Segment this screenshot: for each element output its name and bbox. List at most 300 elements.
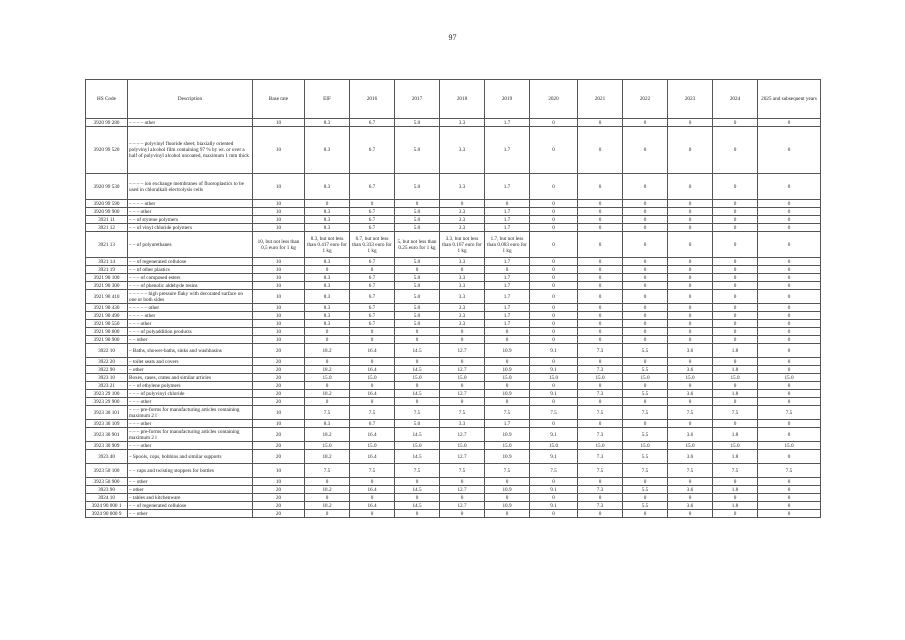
rate-cell: 7.5	[668, 464, 713, 478]
rate-cell: 5.0	[395, 282, 440, 290]
rate-cell: 0	[623, 232, 668, 258]
rate-cell: 0	[623, 478, 668, 486]
rate-cell: 5.0	[395, 320, 440, 328]
rate-cell: 0	[578, 274, 623, 282]
rate-cell: 0	[713, 216, 758, 224]
rate-cell: 7.3	[578, 366, 623, 374]
rate-cell: 0	[758, 478, 821, 486]
rate-cell: 5.5	[623, 390, 668, 398]
rate-cell: 18.2	[305, 428, 350, 442]
hs-code-cell: 3923 21	[86, 382, 128, 390]
rate-cell: 0	[758, 344, 821, 358]
rate-cell: 0	[758, 312, 821, 320]
hs-code-cell: 3920 99 520	[86, 127, 128, 174]
rate-cell: 20	[253, 344, 305, 358]
table-body	[86, 119, 821, 518]
rate-cell: 0	[440, 336, 485, 344]
rate-cell: 15.0	[713, 374, 758, 382]
hs-code-cell: 3923 30 909	[86, 442, 128, 450]
rate-cell: 7.3	[578, 344, 623, 358]
rate-cell: 12.7	[440, 502, 485, 510]
rate-cell: 0	[578, 312, 623, 320]
rate-cell: 12.7	[440, 344, 485, 358]
rate-cell: 0	[713, 200, 758, 208]
rate-cell: 0	[668, 127, 713, 174]
rate-cell: 10	[253, 304, 305, 312]
rate-cell: 3.3	[440, 224, 485, 232]
rate-cell: 0	[395, 510, 440, 518]
table-row	[86, 304, 821, 312]
rate-cell: 12.7	[440, 366, 485, 374]
rate-cell: 0	[578, 478, 623, 486]
rate-cell: 0	[713, 328, 758, 336]
rate-cell: 0	[530, 312, 578, 320]
rate-cell: 0	[758, 450, 821, 464]
rate-cell: 0	[713, 478, 758, 486]
description-cell: – – – pre-forms for manufacturing articles containing maximum 2 l	[128, 428, 253, 442]
table-row	[86, 266, 821, 274]
hs-code-cell: 3921 90 410	[86, 290, 128, 304]
rate-cell: 0	[350, 478, 395, 486]
rate-cell: 20	[253, 428, 305, 442]
rate-cell: 0	[623, 336, 668, 344]
rate-cell: 20	[253, 358, 305, 366]
rate-cell: 0	[713, 274, 758, 282]
hs-code-cell: 3923 50 900	[86, 478, 128, 486]
rate-cell: 8.3	[305, 119, 350, 127]
rate-cell: 0	[350, 358, 395, 366]
rate-cell: 3.3	[440, 290, 485, 304]
rate-cell: 0	[530, 174, 578, 200]
rate-cell: 14.5	[395, 366, 440, 374]
header-2017: 2017	[395, 80, 440, 119]
rate-cell: 1.7	[485, 320, 530, 328]
table-row	[86, 494, 821, 502]
rate-cell: 7.5	[530, 406, 578, 420]
rate-cell: 20	[253, 450, 305, 464]
table-row	[86, 502, 821, 510]
rate-cell: 0	[485, 358, 530, 366]
rate-cell: 18.2	[305, 390, 350, 398]
header-2019: 2019	[485, 80, 530, 119]
rate-cell: 0	[485, 328, 530, 336]
rate-cell: 20	[253, 366, 305, 374]
rate-cell: 15.0	[668, 442, 713, 450]
rate-cell: 10.9	[485, 344, 530, 358]
rate-cell: 0	[578, 320, 623, 328]
rate-cell: 0	[305, 382, 350, 390]
rate-cell: 10.9	[485, 450, 530, 464]
rate-cell: 8.3	[305, 320, 350, 328]
hs-code-cell: 3921 19	[86, 266, 128, 274]
rate-cell: 0	[440, 266, 485, 274]
description-cell: – other	[128, 486, 253, 494]
rate-cell: 0	[485, 200, 530, 208]
hs-code-cell: 3923 40	[86, 450, 128, 464]
rate-cell: 0	[758, 382, 821, 390]
rate-cell: 0	[668, 200, 713, 208]
rate-cell: 0	[623, 510, 668, 518]
rate-cell: 5.5	[623, 486, 668, 494]
rate-cell: 0	[623, 304, 668, 312]
header-2018: 2018	[440, 80, 485, 119]
rate-cell: 1.8	[713, 450, 758, 464]
description-cell: – – of regenerated cellulose	[128, 502, 253, 510]
rate-cell: 0	[668, 510, 713, 518]
table-row	[86, 428, 821, 442]
rate-cell: 0	[530, 398, 578, 406]
rate-cell: 3.3	[440, 312, 485, 320]
rate-cell: 0	[758, 304, 821, 312]
rate-cell: 20	[253, 510, 305, 518]
header-hs-code: HS Code	[86, 80, 128, 119]
rate-cell: 20	[253, 374, 305, 382]
rate-cell: 0	[668, 174, 713, 200]
rate-cell: 0	[350, 200, 395, 208]
rate-cell: 10	[253, 119, 305, 127]
rate-cell: 0	[713, 398, 758, 406]
rate-cell: 10	[253, 274, 305, 282]
rate-cell: 0	[305, 200, 350, 208]
rate-cell: 0	[578, 119, 623, 127]
hs-code-cell: 3921 90 300	[86, 282, 128, 290]
rate-cell: 0	[758, 398, 821, 406]
table-row	[86, 464, 821, 478]
rate-cell: 0	[530, 127, 578, 174]
rate-cell: 1.7	[485, 282, 530, 290]
hs-code-cell: 3924 90 000 9	[86, 510, 128, 518]
rate-cell: 3.3	[440, 420, 485, 428]
rate-cell: 0	[758, 420, 821, 428]
rate-cell: 0	[758, 282, 821, 290]
rate-cell: 18.2	[305, 502, 350, 510]
rate-cell: 8.3	[305, 304, 350, 312]
table-row	[86, 328, 821, 336]
rate-cell: 15.0	[305, 374, 350, 382]
table-row	[86, 216, 821, 224]
rate-cell: 0	[713, 258, 758, 266]
rate-cell: 0	[623, 224, 668, 232]
rate-cell: 15.0	[623, 442, 668, 450]
rate-cell: 0	[668, 382, 713, 390]
description-cell: – – other	[128, 478, 253, 486]
rate-cell: 0	[578, 304, 623, 312]
rate-cell: 1.7	[485, 216, 530, 224]
rate-cell: 1.7	[485, 127, 530, 174]
rate-cell: 18.2	[305, 366, 350, 374]
rate-cell: 5.0	[395, 174, 440, 200]
rate-cell: 0	[713, 420, 758, 428]
rate-cell: 1.7	[485, 208, 530, 216]
rate-cell: 0	[485, 336, 530, 344]
rate-cell: 0	[713, 174, 758, 200]
rate-cell: 3.3	[440, 208, 485, 216]
table-row	[86, 224, 821, 232]
header-2025-and-subsequent: 2025 and subsequent years	[758, 80, 821, 119]
rate-cell: 0	[758, 224, 821, 232]
rate-cell: 0	[305, 336, 350, 344]
header-2024: 2024	[713, 80, 758, 119]
rate-cell: 7.5	[713, 464, 758, 478]
rate-cell: 20	[253, 442, 305, 450]
rate-cell: 7.5	[485, 464, 530, 478]
rate-cell: 7.5	[758, 406, 821, 420]
rate-cell: 0	[530, 258, 578, 266]
rate-cell: 7.5	[350, 406, 395, 420]
rate-cell: 0	[578, 232, 623, 258]
table-row	[86, 450, 821, 464]
rate-cell: 0	[668, 398, 713, 406]
table-row	[86, 420, 821, 428]
rate-cell: 9.1	[530, 450, 578, 464]
rate-cell: 18.2	[305, 344, 350, 358]
header-base-rate: Base rate	[253, 80, 305, 119]
rate-cell: 9.1	[530, 366, 578, 374]
rate-cell: 5.5	[623, 502, 668, 510]
rate-cell: 0	[713, 282, 758, 290]
rate-cell: 6.7	[350, 304, 395, 312]
page-number: 97	[448, 33, 457, 42]
rate-cell: 0	[713, 312, 758, 320]
rate-cell: 7.5	[578, 464, 623, 478]
rate-cell: 0	[758, 486, 821, 494]
rate-cell: 8.3	[305, 127, 350, 174]
rate-cell: 15.0	[485, 374, 530, 382]
rate-cell: 10	[253, 420, 305, 428]
rate-cell: 5.5	[623, 344, 668, 358]
table-row	[86, 174, 821, 200]
rate-cell: 0	[758, 127, 821, 174]
rate-cell: 0	[623, 127, 668, 174]
rate-cell: 7.3	[578, 502, 623, 510]
rate-cell: 0	[350, 328, 395, 336]
rate-cell: 0	[350, 494, 395, 502]
rate-cell: 0	[758, 200, 821, 208]
rate-cell: 0	[758, 174, 821, 200]
rate-cell: 5.0	[395, 127, 440, 174]
description-cell: – – – – – high pressure flaky with decorated surface on one or both sides	[128, 290, 253, 304]
rate-cell: 10.9	[485, 428, 530, 442]
description-cell: – tables and kitchenware	[128, 494, 253, 502]
rate-cell: 0	[758, 502, 821, 510]
rate-cell: 0	[758, 510, 821, 518]
rate-cell: 5.0	[395, 312, 440, 320]
rate-cell: 3.6	[668, 428, 713, 442]
rate-cell: 6.7	[350, 282, 395, 290]
table-row	[86, 282, 821, 290]
rate-cell: 15.0	[758, 374, 821, 382]
rate-cell: 0	[758, 366, 821, 374]
rate-cell: 3.6	[668, 344, 713, 358]
rate-cell: 7.5	[530, 464, 578, 478]
description-cell: – – of polyurethanes	[128, 232, 253, 258]
rate-cell: 0	[623, 358, 668, 366]
rate-cell: 10	[253, 258, 305, 266]
rate-cell: 0	[713, 510, 758, 518]
rate-cell: 15.0	[440, 442, 485, 450]
rate-cell: 7.3	[578, 450, 623, 464]
rate-cell: 8.3	[305, 216, 350, 224]
table-row	[86, 258, 821, 266]
rate-cell: 16.4	[350, 502, 395, 510]
description-cell: – – caps and twisting stoppers for bottles	[128, 464, 253, 478]
rate-cell: 0	[578, 200, 623, 208]
rate-cell: 0	[305, 510, 350, 518]
rate-cell: 0	[578, 510, 623, 518]
hs-code-cell: 3920 99 900	[86, 208, 128, 216]
rate-cell: 10	[253, 174, 305, 200]
rate-cell: 0	[668, 494, 713, 502]
rate-cell: 7.5	[440, 464, 485, 478]
description-cell: – – other	[128, 336, 253, 344]
rate-cell: 15.0	[713, 442, 758, 450]
description-cell: – – – – other	[128, 119, 253, 127]
rate-cell: 10	[253, 208, 305, 216]
rate-cell: 0	[530, 232, 578, 258]
rate-cell: 0	[305, 328, 350, 336]
rate-cell: 10, but not less than 0,5 euro for 1 kg	[253, 232, 305, 258]
rate-cell: 1.7	[485, 258, 530, 266]
rate-cell: 0	[530, 382, 578, 390]
rate-cell: 0	[578, 208, 623, 216]
rate-cell: 16.4	[350, 428, 395, 442]
rate-cell: 3.6	[668, 390, 713, 398]
table-row	[86, 366, 821, 374]
rate-cell: 0	[713, 266, 758, 274]
rate-cell: 0	[530, 420, 578, 428]
hs-code-cell: 3923 29 100	[86, 390, 128, 398]
rate-cell: 0	[395, 328, 440, 336]
description-cell: – – – other	[128, 442, 253, 450]
rate-cell: 0	[578, 282, 623, 290]
rate-cell: 0	[578, 336, 623, 344]
rate-cell: 0	[578, 382, 623, 390]
rate-cell: 3.3	[440, 216, 485, 224]
rate-cell: 20	[253, 390, 305, 398]
rate-cell: 1.8	[713, 428, 758, 442]
rate-cell: 3.6	[668, 366, 713, 374]
rate-cell: 0	[395, 358, 440, 366]
description-cell: – – – – – other	[128, 304, 253, 312]
hs-code-cell: 3922 20	[86, 358, 128, 366]
rate-cell: 7.5	[668, 406, 713, 420]
hs-code-cell: 3921 90 600	[86, 328, 128, 336]
rate-cell: 0	[485, 494, 530, 502]
rate-cell: 0	[530, 328, 578, 336]
rate-cell: 0	[395, 336, 440, 344]
rate-cell: 0	[623, 494, 668, 502]
rate-cell: 5.5	[623, 366, 668, 374]
table-row	[86, 320, 821, 328]
rate-cell: 7.5	[395, 406, 440, 420]
rate-cell: 0	[530, 119, 578, 127]
header-2023: 2023	[668, 80, 713, 119]
rate-cell: 0	[713, 494, 758, 502]
rate-cell: 0	[305, 398, 350, 406]
hs-code-cell: 3921 90 550	[86, 320, 128, 328]
rate-cell: 0	[758, 119, 821, 127]
rate-cell: 0	[713, 304, 758, 312]
description-cell: – Spools, cops, bobbins and similar supports	[128, 450, 253, 464]
rate-cell: 0	[305, 266, 350, 274]
rate-cell: 0	[530, 336, 578, 344]
rate-cell: 0	[578, 420, 623, 428]
table-row	[86, 382, 821, 390]
hs-code-cell: 3921 11	[86, 216, 128, 224]
rate-cell: 10	[253, 320, 305, 328]
rate-cell: 7.5	[350, 464, 395, 478]
rate-cell: 1.8	[713, 486, 758, 494]
rate-cell: 0	[305, 494, 350, 502]
rate-cell: 14.5	[395, 428, 440, 442]
rate-cell: 20	[253, 486, 305, 494]
rate-cell: 0	[713, 224, 758, 232]
rate-cell: 8.3	[305, 224, 350, 232]
rate-cell: 0	[713, 320, 758, 328]
rate-cell: 0	[395, 478, 440, 486]
rate-cell: 8.3	[305, 258, 350, 266]
rate-cell: 15.0	[350, 374, 395, 382]
rate-cell: 0	[713, 290, 758, 304]
rate-cell: 20	[253, 502, 305, 510]
rate-cell: 0	[623, 328, 668, 336]
rate-cell: 7.5	[305, 464, 350, 478]
description-cell: – – – – other	[128, 200, 253, 208]
rate-cell: 0	[530, 200, 578, 208]
table-row	[86, 478, 821, 486]
rate-cell: 9.1	[530, 428, 578, 442]
rate-cell: 7.5	[485, 406, 530, 420]
rate-cell: 9.1	[530, 390, 578, 398]
rate-cell: 1.7	[485, 274, 530, 282]
rate-cell: 12.7	[440, 428, 485, 442]
header-2021: 2021	[578, 80, 623, 119]
rate-cell: 0	[713, 232, 758, 258]
rate-cell: 16.4	[350, 486, 395, 494]
rate-cell: 0	[758, 358, 821, 366]
rate-cell: 15.0	[668, 374, 713, 382]
rate-cell: 0	[530, 290, 578, 304]
rate-cell: 14.5	[395, 450, 440, 464]
rate-cell: 0	[623, 200, 668, 208]
rate-cell: 10.9	[485, 366, 530, 374]
rate-cell: 0	[530, 216, 578, 224]
rate-cell: 0	[485, 478, 530, 486]
rate-cell: 0	[485, 382, 530, 390]
rate-cell: 6.7	[350, 216, 395, 224]
rate-cell: 15.0	[578, 374, 623, 382]
rate-cell: 1.8	[713, 502, 758, 510]
rate-cell: 0	[395, 398, 440, 406]
table-header-row	[86, 80, 821, 119]
description-cell: – – – of polyaddition products	[128, 328, 253, 336]
rate-cell: 1.7	[485, 420, 530, 428]
rate-cell: 5.0	[395, 258, 440, 266]
table-row	[86, 442, 821, 450]
rate-cell: 8.3	[305, 174, 350, 200]
rate-cell: 14.5	[395, 390, 440, 398]
rate-cell: 1.7	[485, 174, 530, 200]
description-cell: – – of regenerated cellulose	[128, 258, 253, 266]
description-cell: – Baths, shower-baths, sinks and washbasins	[128, 344, 253, 358]
rate-cell: 9.1	[530, 344, 578, 358]
rate-cell: 0	[668, 358, 713, 366]
description-cell: – – – other	[128, 208, 253, 216]
rate-cell: 0	[578, 127, 623, 174]
rate-cell: 7.5	[623, 406, 668, 420]
table-row	[86, 358, 821, 366]
rate-cell: 0	[713, 127, 758, 174]
